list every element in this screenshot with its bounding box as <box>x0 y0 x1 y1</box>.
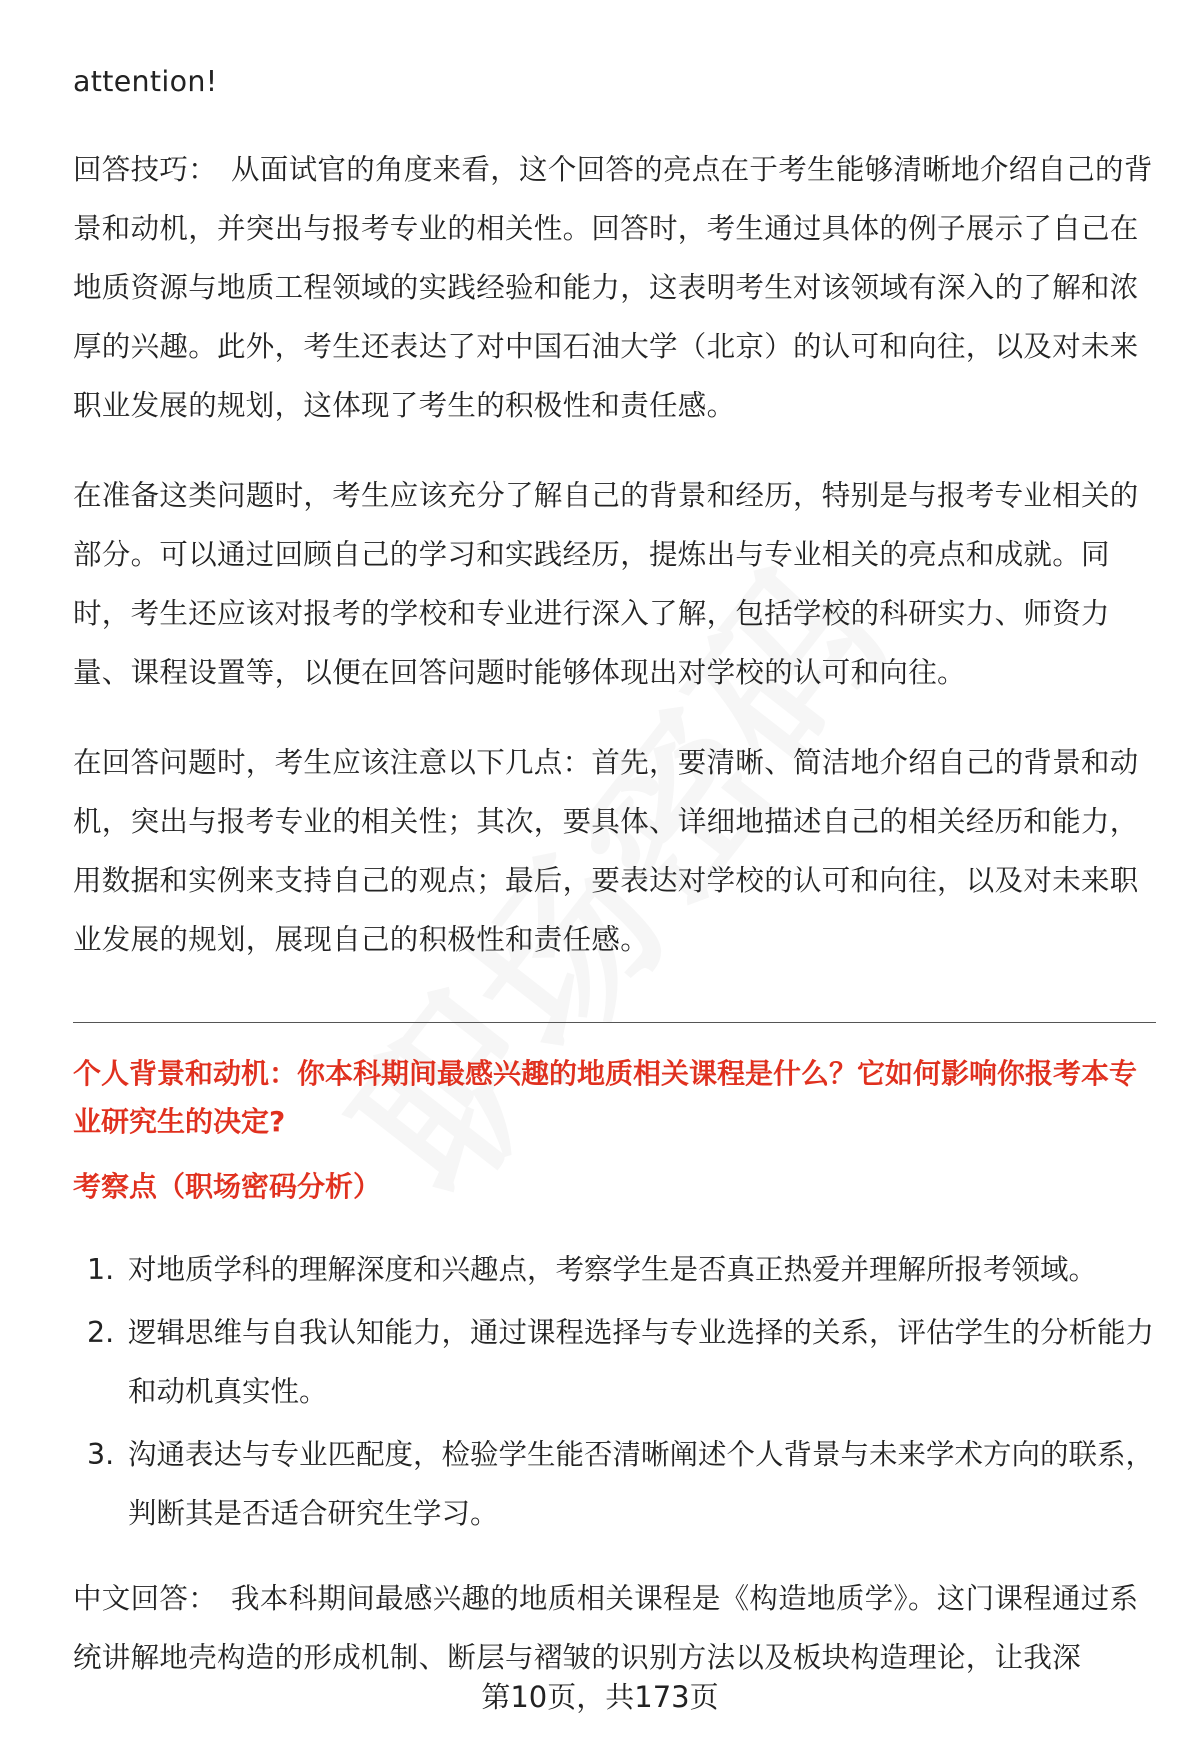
answer-tips-body: 从面试官的角度来看，这个回答的亮点在于考生能够清晰地介绍自己的背景和动机，并突出与报考专业的相关性。回答时，考生通过具体的例子展示了自己在地质资源与地质工程领域的实践经验和能力，这表明考生对该领域有深入的了解和浓厚的兴趣。此外，考生还表达了对中国石油大学（北京）的认可和向往，以及对未来职业发展的规划，这体现了考生的积极性和责任感。 <box>73 153 1153 422</box>
section-divider <box>73 1022 1156 1023</box>
list-item-number: 1. <box>87 1253 115 1286</box>
page-number-footer: 第10页，共173页 <box>481 1680 719 1714</box>
assessment-points-list <box>73 1240 1158 1547</box>
paragraph-answer-notes: 在回答问题时，考生应该注意以下几点：首先，要清晰、简洁地介绍自己的背景和动机，突出与报考专业的相关性；其次，要具体、详细地描述自己的相关经历和能力，用数据和实例来支持自己的观点；最后，要表达对学校的认可和向往，以及对未来职业发展的规划，展现自己的积极性和责任感。 <box>73 746 1139 956</box>
list-item <box>73 1425 1158 1543</box>
paragraph-preparation: 在准备这类问题时，考生应该充分了解自己的背景和经历，特别是与报考专业相关的部分。可以通过回顾自己的学习和实践经历，提炼出与专业相关的亮点和成就。同时，考生还应该对报考的学校和专业进行深入了解，包括学校的科研实力、师资力量、课程设置等，以便在回答问题时能够体现出对学校的认可和向往。 <box>73 479 1139 689</box>
question-heading: 个人背景和动机：你本科期间最感兴趣的地质相关课程是什么？它如何影响你报考本专业研究生的决定? <box>73 1057 1138 1138</box>
list-item-text: 对地质学科的理解深度和兴趣点，考察学生是否真正热爱并理解所报考领域。 <box>128 1253 1098 1286</box>
list-item-number: 2. <box>87 1316 115 1349</box>
answer-tips-label: 回答技巧： <box>73 153 218 186</box>
list-item-text: 逻辑思维与自我认知能力，通过课程选择与专业选择的关系，评估学生的分析能力和动机真实性。 <box>128 1316 1155 1408</box>
list-item-number: 3. <box>87 1438 115 1471</box>
list-item <box>73 1303 1158 1421</box>
paragraph-chinese-answer <box>73 1569 1158 1687</box>
chinese-answer-label: 中文回答： <box>73 1582 218 1615</box>
paragraph-attention: attention! <box>73 65 218 98</box>
assessment-points-heading: 考察点（职场密码分析） <box>73 1170 382 1203</box>
paragraph-answer-tips <box>73 140 1158 435</box>
chinese-answer-body: 我本科期间最感兴趣的地质相关课程是《构造地质学》。这门课程通过系统讲解地壳构造的形成机制、断层与褶皱的识别方法以及板块构造理论，让我深 <box>73 1582 1139 1674</box>
list-item-text: 沟通表达与专业匹配度，检验学生能否清晰阐述个人背景与未来学术方向的联系，判断其是否适合研究生学习。 <box>128 1438 1155 1530</box>
list-item <box>73 1240 1158 1299</box>
